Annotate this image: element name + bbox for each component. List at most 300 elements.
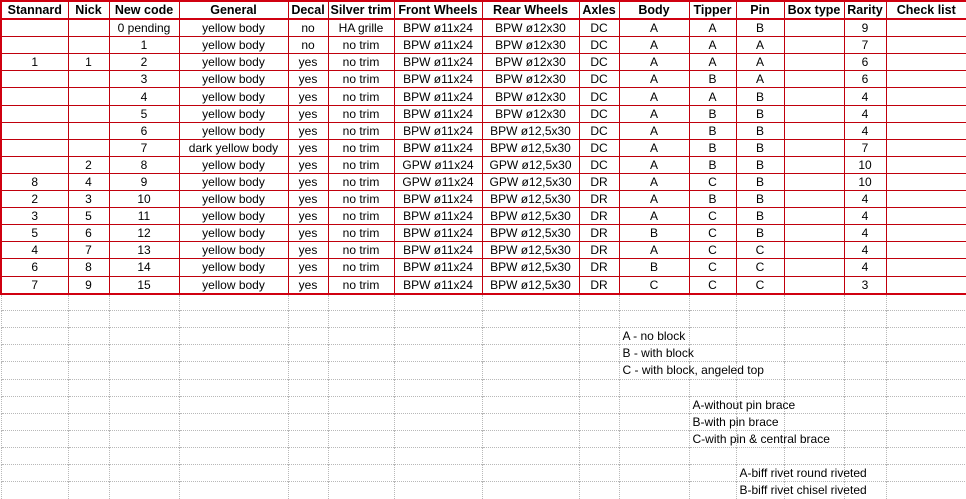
empty-cell[interactable]: [394, 345, 482, 362]
empty-cell[interactable]: [109, 328, 179, 345]
empty-cell[interactable]: [886, 345, 966, 362]
cell-rear-wheels[interactable]: BPW ø12,5x30: [482, 208, 579, 225]
header-box-type[interactable]: Box type: [784, 1, 844, 19]
empty-cell[interactable]: [394, 396, 482, 413]
empty-cell[interactable]: [68, 465, 109, 482]
empty-cell[interactable]: [482, 465, 579, 482]
cell-general[interactable]: dark yellow body: [179, 139, 288, 156]
cell-general[interactable]: yellow body: [179, 191, 288, 208]
cell-body[interactable]: A: [619, 88, 689, 105]
cell-general[interactable]: yellow body: [179, 37, 288, 54]
cell-front-wheels[interactable]: BPW ø11x24: [394, 276, 482, 294]
cell-box-type[interactable]: [784, 208, 844, 225]
cell-decal[interactable]: yes: [288, 225, 328, 242]
empty-cell[interactable]: [1, 362, 68, 379]
cell-pin[interactable]: C: [736, 276, 784, 294]
cell-general[interactable]: yellow body: [179, 71, 288, 88]
cell-front-wheels[interactable]: BPW ø11x24: [394, 105, 482, 122]
cell-rarity[interactable]: 7: [844, 37, 886, 54]
cell-rarity[interactable]: 10: [844, 173, 886, 190]
cell-pin[interactable]: B: [736, 173, 784, 190]
cell-pin[interactable]: A: [736, 37, 784, 54]
cell-decal[interactable]: yes: [288, 242, 328, 259]
cell-general[interactable]: yellow body: [179, 225, 288, 242]
empty-cell[interactable]: [689, 311, 736, 328]
empty-cell[interactable]: [1, 294, 68, 311]
header-new-code[interactable]: New code: [109, 1, 179, 19]
cell-rear-wheels[interactable]: BPW ø12,5x30: [482, 139, 579, 156]
cell-rear-wheels[interactable]: BPW ø12,5x30: [482, 276, 579, 294]
empty-cell[interactable]: [328, 413, 394, 430]
empty-cell[interactable]: [482, 328, 579, 345]
cell-pin[interactable]: A: [736, 54, 784, 71]
empty-cell[interactable]: [579, 345, 619, 362]
empty-cell[interactable]: [328, 430, 394, 447]
legend-cell[interactable]: [689, 413, 779, 430]
empty-cell[interactable]: [288, 328, 328, 345]
cell-nick[interactable]: 8: [68, 259, 109, 276]
empty-cell[interactable]: [328, 465, 394, 482]
cell-check-list[interactable]: [886, 225, 966, 242]
cell-box-type[interactable]: [784, 173, 844, 190]
header-tipper[interactable]: Tipper: [689, 1, 736, 19]
cell-body[interactable]: A: [619, 242, 689, 259]
cell-front-wheels[interactable]: BPW ø11x24: [394, 88, 482, 105]
empty-cell[interactable]: [109, 447, 179, 464]
cell-box-type[interactable]: [784, 139, 844, 156]
empty-cell[interactable]: [394, 379, 482, 396]
cell-nick[interactable]: 6: [68, 225, 109, 242]
empty-cell[interactable]: [482, 345, 579, 362]
legend-cell[interactable]: [619, 345, 694, 362]
cell-pin[interactable]: B: [736, 139, 784, 156]
header-general[interactable]: General: [179, 1, 288, 19]
cell-box-type[interactable]: [784, 191, 844, 208]
cell-decal[interactable]: yes: [288, 105, 328, 122]
header-rear-wheels[interactable]: Rear Wheels: [482, 1, 579, 19]
empty-cell[interactable]: [689, 345, 736, 362]
cell-decal[interactable]: yes: [288, 208, 328, 225]
legend-cell[interactable]: [689, 430, 830, 447]
cell-box-type[interactable]: [784, 37, 844, 54]
cell-check-list[interactable]: [886, 242, 966, 259]
cell-pin[interactable]: A: [736, 71, 784, 88]
empty-cell[interactable]: [579, 413, 619, 430]
cell-rear-wheels[interactable]: BPW ø12x30: [482, 88, 579, 105]
empty-cell[interactable]: [68, 362, 109, 379]
cell-front-wheels[interactable]: BPW ø11x24: [394, 54, 482, 71]
cell-rarity[interactable]: 4: [844, 208, 886, 225]
cell-rear-wheels[interactable]: BPW ø12,5x30: [482, 259, 579, 276]
cell-check-list[interactable]: [886, 156, 966, 173]
cell-nick[interactable]: 3: [68, 191, 109, 208]
cell-stannard[interactable]: [1, 37, 68, 54]
cell-body[interactable]: A: [619, 19, 689, 37]
empty-cell[interactable]: [179, 465, 288, 482]
empty-cell[interactable]: [784, 345, 844, 362]
cell-decal[interactable]: yes: [288, 173, 328, 190]
cell-nick[interactable]: [68, 105, 109, 122]
empty-cell[interactable]: [689, 482, 736, 499]
empty-cell[interactable]: [1, 465, 68, 482]
cell-nick[interactable]: 9: [68, 276, 109, 294]
cell-front-wheels[interactable]: BPW ø11x24: [394, 122, 482, 139]
empty-cell[interactable]: [288, 311, 328, 328]
empty-cell[interactable]: [68, 311, 109, 328]
cell-stannard[interactable]: 8: [1, 173, 68, 190]
empty-cell[interactable]: [579, 482, 619, 499]
cell-body[interactable]: A: [619, 54, 689, 71]
empty-cell[interactable]: [68, 328, 109, 345]
empty-cell[interactable]: [736, 311, 784, 328]
cell-axles[interactable]: DC: [579, 88, 619, 105]
empty-cell[interactable]: [1, 345, 68, 362]
cell-general[interactable]: yellow body: [179, 122, 288, 139]
cell-box-type[interactable]: [784, 105, 844, 122]
empty-cell[interactable]: [844, 311, 886, 328]
empty-cell[interactable]: [68, 430, 109, 447]
cell-stannard[interactable]: [1, 122, 68, 139]
cell-check-list[interactable]: [886, 173, 966, 190]
cell-new-code[interactable]: 3: [109, 71, 179, 88]
empty-cell[interactable]: [619, 311, 689, 328]
empty-cell[interactable]: [736, 345, 784, 362]
empty-cell[interactable]: [1, 413, 68, 430]
cell-body[interactable]: A: [619, 156, 689, 173]
cell-axles[interactable]: DR: [579, 225, 619, 242]
empty-cell[interactable]: [179, 362, 288, 379]
cell-stannard[interactable]: 7: [1, 276, 68, 294]
cell-body[interactable]: A: [619, 37, 689, 54]
empty-cell[interactable]: [288, 447, 328, 464]
empty-cell[interactable]: [579, 379, 619, 396]
cell-silver-trim[interactable]: no trim: [328, 88, 394, 105]
cell-pin[interactable]: B: [736, 225, 784, 242]
empty-cell[interactable]: [579, 465, 619, 482]
cell-tipper[interactable]: B: [689, 105, 736, 122]
cell-new-code[interactable]: 13: [109, 242, 179, 259]
empty-cell[interactable]: [394, 362, 482, 379]
empty-cell[interactable]: [886, 362, 966, 379]
empty-cell[interactable]: [784, 413, 844, 430]
empty-cell[interactable]: [844, 294, 886, 311]
empty-cell[interactable]: [886, 294, 966, 311]
cell-general[interactable]: yellow body: [179, 208, 288, 225]
cell-general[interactable]: yellow body: [179, 276, 288, 294]
cell-check-list[interactable]: [886, 37, 966, 54]
cell-box-type[interactable]: [784, 54, 844, 71]
cell-body[interactable]: A: [619, 173, 689, 190]
empty-cell[interactable]: [394, 413, 482, 430]
cell-rear-wheels[interactable]: GPW ø12,5x30: [482, 173, 579, 190]
cell-pin[interactable]: B: [736, 156, 784, 173]
cell-pin[interactable]: B: [736, 19, 784, 37]
empty-cell[interactable]: [1, 311, 68, 328]
empty-cell[interactable]: [886, 311, 966, 328]
empty-cell[interactable]: [844, 396, 886, 413]
cell-check-list[interactable]: [886, 19, 966, 37]
cell-general[interactable]: yellow body: [179, 242, 288, 259]
empty-cell[interactable]: [288, 430, 328, 447]
cell-stannard[interactable]: [1, 105, 68, 122]
header-axles[interactable]: Axles: [579, 1, 619, 19]
cell-axles[interactable]: DR: [579, 191, 619, 208]
empty-cell[interactable]: [886, 328, 966, 345]
cell-rear-wheels[interactable]: BPW ø12,5x30: [482, 242, 579, 259]
empty-cell[interactable]: [394, 311, 482, 328]
empty-cell[interactable]: [886, 465, 966, 482]
cell-front-wheels[interactable]: BPW ø11x24: [394, 191, 482, 208]
cell-rarity[interactable]: 4: [844, 191, 886, 208]
cell-rear-wheels[interactable]: BPW ø12x30: [482, 19, 579, 37]
cell-axles[interactable]: DC: [579, 19, 619, 37]
legend-cell[interactable]: [619, 328, 689, 345]
cell-general[interactable]: yellow body: [179, 259, 288, 276]
cell-general[interactable]: yellow body: [179, 156, 288, 173]
empty-cell[interactable]: [68, 482, 109, 499]
empty-cell[interactable]: [619, 430, 689, 447]
cell-tipper[interactable]: C: [689, 225, 736, 242]
empty-cell[interactable]: [328, 345, 394, 362]
cell-stannard[interactable]: 3: [1, 208, 68, 225]
cell-rear-wheels[interactable]: BPW ø12,5x30: [482, 225, 579, 242]
cell-rarity[interactable]: 4: [844, 122, 886, 139]
empty-cell[interactable]: [886, 413, 966, 430]
cell-new-code[interactable]: 9: [109, 173, 179, 190]
empty-cell[interactable]: [886, 430, 966, 447]
cell-general[interactable]: yellow body: [179, 88, 288, 105]
cell-axles[interactable]: DC: [579, 156, 619, 173]
cell-pin[interactable]: B: [736, 191, 784, 208]
empty-cell[interactable]: [886, 447, 966, 464]
cell-stannard[interactable]: [1, 88, 68, 105]
empty-cell[interactable]: [288, 396, 328, 413]
cell-new-code[interactable]: 0 pending: [109, 19, 179, 37]
cell-stannard[interactable]: [1, 71, 68, 88]
cell-box-type[interactable]: [784, 71, 844, 88]
empty-cell[interactable]: [1, 328, 68, 345]
header-silver-trim[interactable]: Silver trim: [328, 1, 394, 19]
cell-box-type[interactable]: [784, 88, 844, 105]
empty-cell[interactable]: [784, 328, 844, 345]
empty-cell[interactable]: [689, 379, 736, 396]
empty-cell[interactable]: [288, 465, 328, 482]
cell-nick[interactable]: 7: [68, 242, 109, 259]
empty-cell[interactable]: [179, 482, 288, 499]
empty-cell[interactable]: [288, 482, 328, 499]
cell-nick[interactable]: [68, 122, 109, 139]
cell-body[interactable]: A: [619, 191, 689, 208]
cell-nick[interactable]: 4: [68, 173, 109, 190]
empty-cell[interactable]: [482, 430, 579, 447]
empty-cell[interactable]: [482, 294, 579, 311]
cell-check-list[interactable]: [886, 122, 966, 139]
cell-tipper[interactable]: A: [689, 19, 736, 37]
empty-cell[interactable]: [1, 379, 68, 396]
empty-cell[interactable]: [482, 379, 579, 396]
empty-cell[interactable]: [179, 430, 288, 447]
cell-stannard[interactable]: 4: [1, 242, 68, 259]
cell-check-list[interactable]: [886, 276, 966, 294]
cell-decal[interactable]: yes: [288, 71, 328, 88]
cell-rarity[interactable]: 6: [844, 54, 886, 71]
cell-pin[interactable]: C: [736, 259, 784, 276]
empty-cell[interactable]: [109, 311, 179, 328]
cell-front-wheels[interactable]: BPW ø11x24: [394, 37, 482, 54]
empty-cell[interactable]: [844, 447, 886, 464]
empty-cell[interactable]: [736, 294, 784, 311]
cell-new-code[interactable]: 2: [109, 54, 179, 71]
cell-silver-trim[interactable]: no trim: [328, 259, 394, 276]
empty-cell[interactable]: [328, 447, 394, 464]
empty-cell[interactable]: [619, 396, 689, 413]
cell-box-type[interactable]: [784, 122, 844, 139]
cell-rarity[interactable]: 4: [844, 225, 886, 242]
cell-check-list[interactable]: [886, 208, 966, 225]
empty-cell[interactable]: [784, 447, 844, 464]
cell-general[interactable]: yellow body: [179, 19, 288, 37]
header-front-wheels[interactable]: Front Wheels: [394, 1, 482, 19]
empty-cell[interactable]: [844, 345, 886, 362]
cell-box-type[interactable]: [784, 19, 844, 37]
cell-check-list[interactable]: [886, 88, 966, 105]
cell-decal[interactable]: yes: [288, 259, 328, 276]
empty-cell[interactable]: [619, 294, 689, 311]
cell-axles[interactable]: DR: [579, 208, 619, 225]
empty-cell[interactable]: [109, 294, 179, 311]
empty-cell[interactable]: [886, 482, 966, 499]
cell-rarity[interactable]: 6: [844, 71, 886, 88]
empty-cell[interactable]: [394, 430, 482, 447]
cell-decal[interactable]: yes: [288, 276, 328, 294]
cell-stannard[interactable]: [1, 156, 68, 173]
cell-body[interactable]: A: [619, 208, 689, 225]
empty-cell[interactable]: [1, 396, 68, 413]
cell-box-type[interactable]: [784, 259, 844, 276]
empty-cell[interactable]: [288, 294, 328, 311]
cell-new-code[interactable]: 14: [109, 259, 179, 276]
cell-axles[interactable]: DC: [579, 122, 619, 139]
legend-cell[interactable]: [736, 482, 867, 499]
header-decal[interactable]: Decal: [288, 1, 328, 19]
empty-cell[interactable]: [619, 465, 689, 482]
cell-rear-wheels[interactable]: BPW ø12,5x30: [482, 191, 579, 208]
empty-cell[interactable]: [689, 465, 736, 482]
cell-body[interactable]: C: [619, 276, 689, 294]
empty-cell[interactable]: [579, 447, 619, 464]
empty-cell[interactable]: [579, 430, 619, 447]
cell-new-code[interactable]: 4: [109, 88, 179, 105]
cell-axles[interactable]: DR: [579, 173, 619, 190]
cell-body[interactable]: A: [619, 139, 689, 156]
cell-front-wheels[interactable]: BPW ø11x24: [394, 19, 482, 37]
cell-tipper[interactable]: B: [689, 71, 736, 88]
cell-rarity[interactable]: 4: [844, 242, 886, 259]
cell-pin[interactable]: B: [736, 88, 784, 105]
cell-tipper[interactable]: C: [689, 173, 736, 190]
cell-rarity[interactable]: 4: [844, 88, 886, 105]
cell-silver-trim[interactable]: no trim: [328, 54, 394, 71]
cell-silver-trim[interactable]: no trim: [328, 242, 394, 259]
cell-axles[interactable]: DR: [579, 242, 619, 259]
cell-rear-wheels[interactable]: BPW ø12x30: [482, 105, 579, 122]
cell-silver-trim[interactable]: no trim: [328, 105, 394, 122]
cell-rarity[interactable]: 10: [844, 156, 886, 173]
empty-cell[interactable]: [394, 294, 482, 311]
cell-new-code[interactable]: 10: [109, 191, 179, 208]
legend-cell[interactable]: [619, 362, 764, 379]
cell-axles[interactable]: DC: [579, 139, 619, 156]
empty-cell[interactable]: [784, 379, 844, 396]
cell-new-code[interactable]: 6: [109, 122, 179, 139]
empty-cell[interactable]: [1, 447, 68, 464]
empty-cell[interactable]: [109, 396, 179, 413]
cell-general[interactable]: yellow body: [179, 54, 288, 71]
cell-front-wheels[interactable]: BPW ø11x24: [394, 139, 482, 156]
cell-check-list[interactable]: [886, 139, 966, 156]
cell-tipper[interactable]: A: [689, 54, 736, 71]
cell-rear-wheels[interactable]: BPW ø12x30: [482, 71, 579, 88]
empty-cell[interactable]: [736, 328, 784, 345]
cell-nick[interactable]: 2: [68, 156, 109, 173]
header-nick[interactable]: Nick: [68, 1, 109, 19]
empty-cell[interactable]: [394, 482, 482, 499]
empty-cell[interactable]: [68, 379, 109, 396]
empty-cell[interactable]: [288, 413, 328, 430]
empty-cell[interactable]: [109, 430, 179, 447]
cell-check-list[interactable]: [886, 191, 966, 208]
cell-tipper[interactable]: B: [689, 156, 736, 173]
cell-nick[interactable]: [68, 19, 109, 37]
cell-stannard[interactable]: [1, 139, 68, 156]
cell-rarity[interactable]: 4: [844, 259, 886, 276]
empty-cell[interactable]: [179, 328, 288, 345]
header-body[interactable]: Body: [619, 1, 689, 19]
empty-cell[interactable]: [579, 328, 619, 345]
empty-cell[interactable]: [179, 396, 288, 413]
cell-new-code[interactable]: 11: [109, 208, 179, 225]
cell-decal[interactable]: yes: [288, 54, 328, 71]
cell-tipper[interactable]: B: [689, 122, 736, 139]
cell-stannard[interactable]: 2: [1, 191, 68, 208]
empty-cell[interactable]: [68, 396, 109, 413]
empty-cell[interactable]: [288, 379, 328, 396]
cell-silver-trim[interactable]: no trim: [328, 173, 394, 190]
cell-tipper[interactable]: C: [689, 259, 736, 276]
empty-cell[interactable]: [619, 447, 689, 464]
cell-body[interactable]: B: [619, 259, 689, 276]
cell-check-list[interactable]: [886, 54, 966, 71]
empty-cell[interactable]: [689, 294, 736, 311]
empty-cell[interactable]: [482, 396, 579, 413]
cell-check-list[interactable]: [886, 259, 966, 276]
empty-cell[interactable]: [844, 362, 886, 379]
empty-cell[interactable]: [619, 379, 689, 396]
cell-rarity[interactable]: 4: [844, 105, 886, 122]
cell-body[interactable]: A: [619, 122, 689, 139]
empty-cell[interactable]: [394, 465, 482, 482]
cell-axles[interactable]: DC: [579, 54, 619, 71]
cell-nick[interactable]: [68, 71, 109, 88]
empty-cell[interactable]: [689, 328, 736, 345]
cell-decal[interactable]: yes: [288, 122, 328, 139]
empty-cell[interactable]: [68, 413, 109, 430]
empty-cell[interactable]: [886, 396, 966, 413]
empty-cell[interactable]: [68, 294, 109, 311]
cell-rear-wheels[interactable]: BPW ø12x30: [482, 54, 579, 71]
cell-decal[interactable]: no: [288, 19, 328, 37]
cell-box-type[interactable]: [784, 276, 844, 294]
